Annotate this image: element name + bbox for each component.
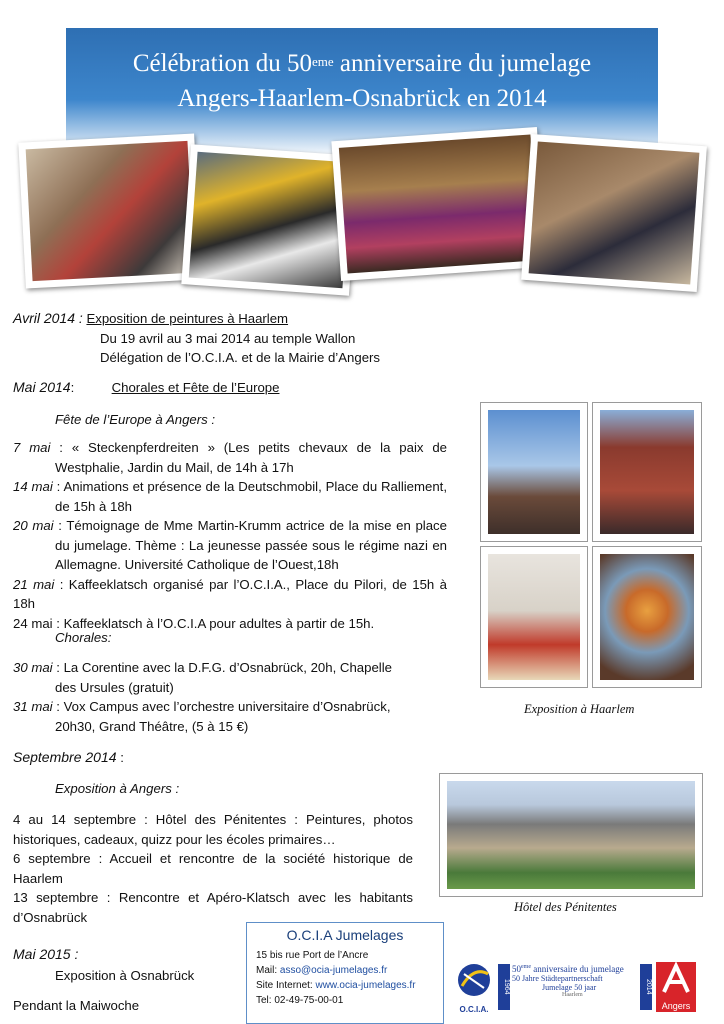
mai-label: Mai 2014 bbox=[13, 379, 71, 395]
year-left: 1964 bbox=[498, 964, 510, 1010]
photo-children-horses bbox=[181, 144, 358, 295]
contact-name: O.C.I.A Jumelages bbox=[286, 927, 404, 943]
caption-penitentes: Hôtel des Pénitentes bbox=[514, 900, 617, 914]
ocia-logo bbox=[452, 960, 496, 1014]
septembre-items bbox=[13, 810, 413, 927]
contact-box bbox=[246, 922, 444, 1024]
avril-line1: Du 19 avril au 3 mai 2014 au temple Wallon bbox=[100, 330, 356, 346]
photo-facade bbox=[592, 402, 702, 542]
ocia-logo-text: O.C.I.A. bbox=[459, 1005, 489, 1014]
photo-hotel-penitentes bbox=[439, 773, 703, 897]
chorale-31mai: 31 mai : Vox Campus avec l’orchestre universitaire d’Osnabrück, 20h30, Grand Théâtre, (5 à 15 €) bbox=[13, 699, 391, 734]
chorales-heading: Chorales: bbox=[55, 630, 112, 645]
photo-orchestra bbox=[521, 134, 707, 292]
septembre-label: Septembre 2014 bbox=[13, 749, 117, 765]
contact-address: 15 bis rue Port de l’Ancre bbox=[256, 950, 369, 961]
photo-painting bbox=[592, 546, 702, 688]
event-20mai: 20 mai : Témoignage de Mme Martin-Krumm actrice de la mise en place du jumelage. Thème : La jeunesse passée sous le régime nazi en Allemagne. Université Catholique de l’Ouest,18h bbox=[13, 518, 447, 572]
year-right: 2014 bbox=[640, 964, 652, 1010]
mai2015-line: Exposition à Osnabrück bbox=[55, 968, 195, 983]
mai-heading: Mai 2014: Chorales et Fête de l’Europe bbox=[13, 379, 280, 395]
site-link[interactable]: www.ocia-jumelages.fr bbox=[315, 980, 416, 991]
chorales-list bbox=[13, 658, 393, 736]
photo-exhibit-table bbox=[480, 546, 588, 688]
mail-link[interactable]: asso@ocia-jumelages.fr bbox=[279, 965, 388, 976]
sept-item-1: 4 au 14 septembre : Hôtel des Pénitentes : Peintures, photos historiques, cadeaux, quizz pour les écoles primaires… bbox=[13, 812, 413, 847]
event-7mai: 7 mai : « Steckenpferdreiten » (Les petits chevaux de la paix de Westphalie, Jardin du Mail, de 14h à 17h bbox=[13, 440, 448, 475]
event-24mai: 24 mai : Kaffeeklatsch à l’O.C.I.A pour adultes à partir de 15h. bbox=[13, 615, 375, 631]
sept-item-3: 13 septembre : Rencontre et Apéro-Klatsch avec les habitants d’Osnabrück bbox=[13, 890, 413, 925]
photo-church-tower bbox=[480, 402, 588, 542]
avril-section bbox=[13, 309, 453, 368]
fete-heading: Fête de l’Europe à Angers : bbox=[55, 412, 216, 427]
caption-haarlem: Exposition à Haarlem bbox=[524, 702, 635, 716]
contact-site: Site Internet: www.ocia-jumelages.fr bbox=[256, 980, 416, 991]
contact-mail: Mail: asso@ocia-jumelages.fr bbox=[256, 965, 388, 976]
avril-title: Exposition de peintures à Haarlem bbox=[86, 311, 289, 326]
event-14mai: 14 mai : Animations et présence de la Deutschmobil, Place du Ralliement, de 15h à 18h bbox=[13, 479, 447, 514]
contact-tel: Tel: 02-49-75-00-01 bbox=[256, 995, 344, 1006]
photo-choir bbox=[331, 127, 546, 281]
exposition-angers-heading: Exposition à Angers : bbox=[55, 781, 180, 796]
mai2015-label: Mai 2015 : bbox=[13, 946, 79, 962]
jubilee-logo: 50eme anniversaire du jumelage 50 Jahre Städtepartnerschaft Jumelage 50 jaar Haarlem bbox=[512, 964, 624, 998]
avril-line2: Délégation de l’O.C.I.A. et de la Mairie d’Angers bbox=[100, 350, 381, 365]
photo-reception bbox=[18, 133, 201, 288]
mai2015-footer: Pendant la Maiwoche bbox=[13, 998, 140, 1013]
ocia-emblem-icon bbox=[452, 960, 496, 1000]
mai-title: Chorales et Fête de l’Europe bbox=[111, 380, 280, 395]
event-21mai: 21 mai : Kaffeeklatsch organisé par l’O.C.I.A., Place du Pilori, de 15h à 18h bbox=[13, 576, 447, 611]
sept-item-2: 6 septembre : Accueil et rencontre de la société historique de Haarlem bbox=[13, 851, 413, 886]
angers-a-icon bbox=[656, 962, 696, 996]
chorale-30mai: 30 mai : La Corentine avec la D.F.G. d’Osnabrück, 20h, Chapelle des Ursules (gratuit) bbox=[13, 660, 392, 695]
mai-events bbox=[13, 438, 447, 633]
avril-label: Avril 2014 : bbox=[13, 310, 83, 326]
page-title: Célébration du 50eme anniversaire du jumelage Angers-Haarlem-Osnabrück en 2014 bbox=[132, 50, 592, 112]
angers-logo: Angers bbox=[656, 962, 696, 1012]
septembre-heading: Septembre 2014 : bbox=[13, 749, 124, 765]
